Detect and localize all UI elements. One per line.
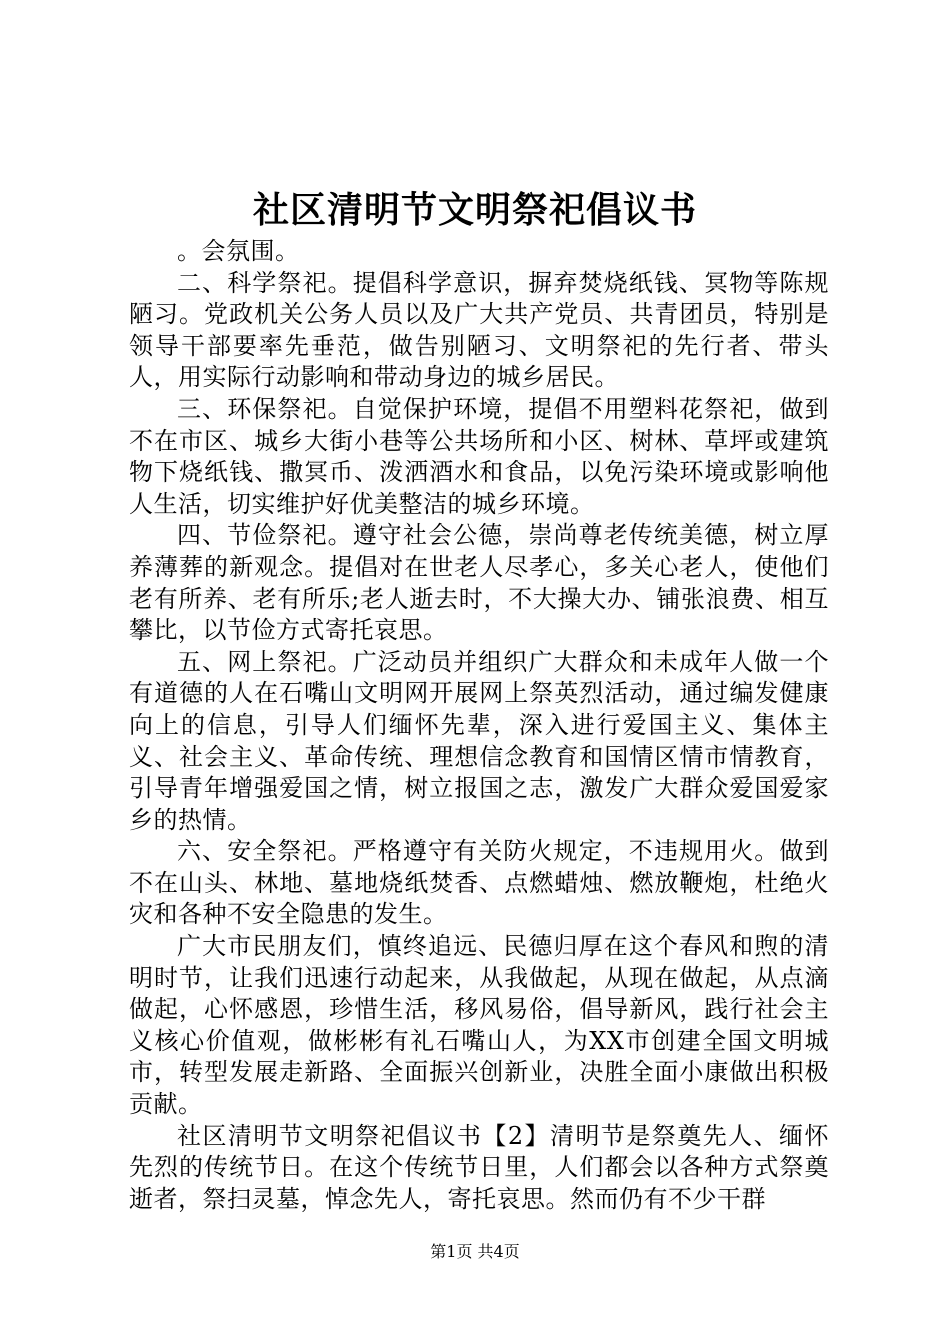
paragraph-scientific-sacrifice: 二、科学祭祀。提倡科学意识，摒弃焚烧纸钱、冥物等陈规陋习。党政机关公务人员以及广大共产党员、共青团员，特别是领导干部要率先垂范，做告别陋习、文明祭祀的先行者、带头人，用实际行动影响和带动身边的城乡居民。 bbox=[129, 268, 829, 392]
paragraph-frugal-sacrifice: 四、节俭祭祀。遵守社会公德，崇尚尊老传统美德，树立厚养薄葬的新观念。提倡对在世老人尽孝心，多关心老人，使他们老有所养、老有所乐;老人逝去时，不大操大办、铺张浪费、相互攀比，以节俭方式寄托哀思。 bbox=[129, 521, 829, 645]
paragraph-continuation: 。会氛围。 bbox=[177, 237, 300, 265]
paragraph-eco-sacrifice: 三、环保祭祀。自觉保护环境，提倡不用塑料花祭祀，做到不在市区、城乡大街小巷等公共场所和小区、树林、草坪或建筑物下烧纸钱、撒冥币、泼洒酒水和食品，以免污染环境或影响他人生活，切实维护好优美整洁的城乡环境。 bbox=[129, 394, 829, 518]
paragraph-online-sacrifice: 五、网上祭祀。广泛动员并组织广大群众和未成年人做一个有道德的人在石嘴山文明网开展网上祭英烈活动，通过编发健康向上的信息，引导人们缅怀先辈，深入进行爱国主义、集体主义、社会主义、革命传统、理想信念教育和国情区情市情教育，引导青年增强爱国之情，树立报国之志，激发广大群众爱国爱家乡的热情。 bbox=[129, 647, 829, 834]
paragraph-proposal-2: 社区清明节文明祭祀倡议书【2】清明节是祭奠先人、缅怀先烈的传统节日。在这个传统节日里，人们都会以各种方式祭奠逝者，祭扫灵墓，悼念先人，寄托哀思。然而仍有不少干群 bbox=[129, 1121, 829, 1213]
paragraph-call-to-citizens: 广大市民朋友们，慎终追远、民德归厚在这个春风和煦的清明时节，让我们迅速行动起来，从我做起，从现在做起，从点滴做起，心怀感恩，珍惜生活，移风易俗，倡导新风，践行社会主义核心价值观，做彬彬有礼石嘴山人，为XX市创建全国文明城市，转型发展走新路、全面振兴创新业，决胜全面小康做出积极贡献。 bbox=[129, 932, 829, 1119]
paragraph-safe-sacrifice: 六、安全祭祀。严格遵守有关防火规定，不违规用火。做到不在山头、林地、墓地烧纸焚香、点燃蜡烛、燃放鞭炮，杜绝火灾和各种不安全隐患的发生。 bbox=[129, 837, 829, 929]
document-body bbox=[129, 236, 829, 1215]
document-title: 社区清明节文明祭祀倡议书 bbox=[252, 189, 697, 231]
page-number-footer: 第1页 共4页 bbox=[430, 1242, 520, 1261]
